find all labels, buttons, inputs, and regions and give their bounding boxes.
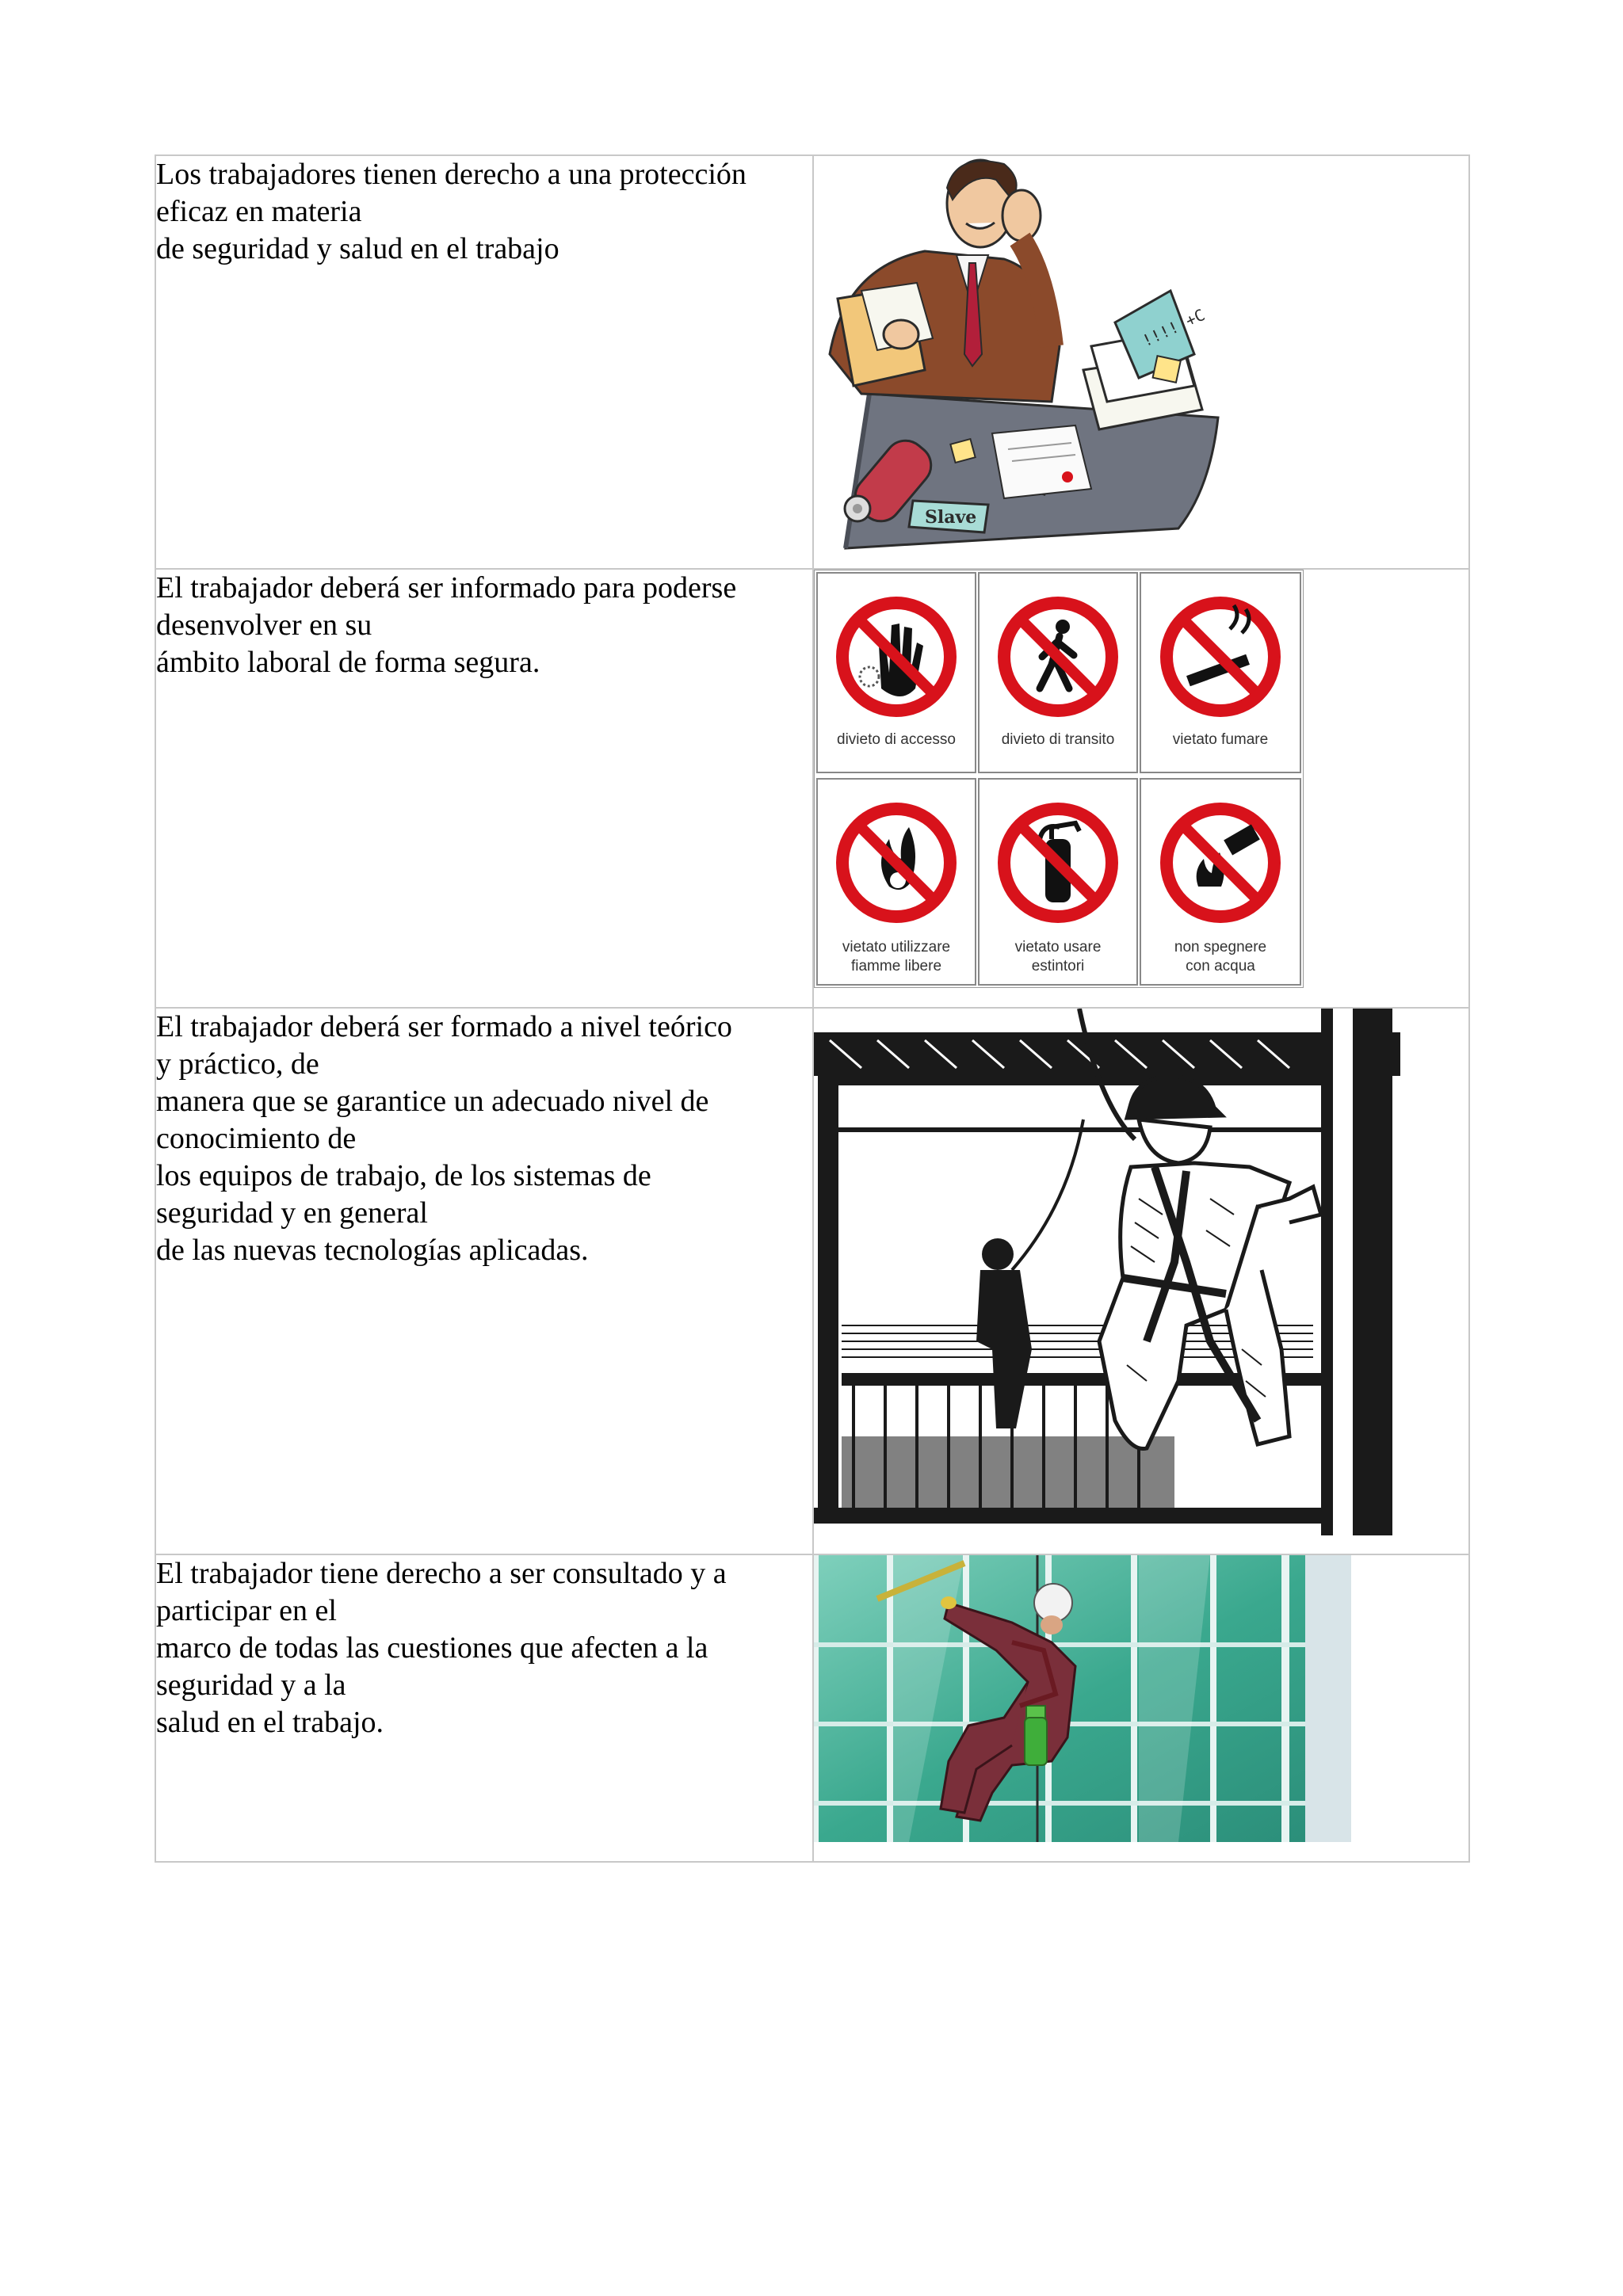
- no-water-extinguish-icon: [1160, 803, 1281, 923]
- text-line: El trabajador deberá ser formado a nivel teórico: [156, 1010, 732, 1043]
- sign-caption: divieto di accesso: [837, 731, 956, 748]
- text-cell: [155, 1008, 813, 1554]
- no-open-flame-icon: [836, 803, 957, 923]
- no-extinguisher-icon: [998, 803, 1118, 923]
- window-cleaner-rappelling-photo: [814, 1555, 1351, 1842]
- table-row: [155, 569, 1469, 1008]
- content-table: [155, 154, 1470, 1863]
- text-line: eficaz en materia: [156, 195, 362, 228]
- table-row: [155, 1008, 1469, 1554]
- no-pedestrian-icon: [998, 597, 1118, 717]
- construction-workers-harness-illustration: [814, 1009, 1400, 1535]
- table-row: [155, 1554, 1469, 1862]
- svg-text:!!!! +C: !!!! +C: [1139, 305, 1209, 351]
- text-line: seguridad y a la: [156, 1669, 346, 1702]
- sign-caption: vietato usare: [1014, 939, 1102, 955]
- no-entry-hand-icon: [836, 597, 957, 717]
- sign-caption: estintori: [1031, 958, 1085, 974]
- text-cell: [155, 1554, 813, 1862]
- image-cell: [813, 155, 1469, 569]
- no-smoking-icon: [1160, 597, 1281, 717]
- text-line: los equipos de trabajo, de los sistemas de: [156, 1159, 651, 1192]
- prohibition-signs-grid: [814, 570, 1304, 988]
- image-cell: [813, 1554, 1469, 1862]
- text-line: El trabajador deberá ser informado para poderse: [156, 571, 737, 605]
- sign-caption: divieto di transito: [1001, 731, 1115, 748]
- text-line: seguridad y en general: [156, 1196, 428, 1230]
- text-line: manera que se garantice un adecuado nivel de: [156, 1085, 709, 1118]
- office-worker-desk-illustration: [814, 156, 1234, 552]
- text-line: ámbito laboral de forma segura.: [156, 646, 540, 679]
- sign-caption: fiamme libere: [850, 958, 942, 974]
- text-line: desenvolver en su: [156, 608, 372, 642]
- text-line: de las nuevas tecnologías aplicadas.: [156, 1234, 589, 1267]
- image-cell: [813, 569, 1469, 1008]
- text-line: Los trabajadores tienen derecho a una protección: [156, 158, 747, 191]
- text-line: El trabajador tiene derecho a ser consultado y a: [156, 1557, 727, 1590]
- text-line: y práctico, de: [156, 1047, 319, 1081]
- text-line: salud en el trabajo.: [156, 1706, 384, 1739]
- table-row: [155, 155, 1469, 569]
- text-line: de seguridad y salud en el trabajo: [156, 232, 559, 265]
- text-cell: [155, 569, 813, 1008]
- text-line: conocimiento de: [156, 1122, 357, 1155]
- text-line: participar en el: [156, 1594, 337, 1627]
- sign-caption: non spegnere: [1174, 939, 1267, 955]
- text-line: marco de todas las cuestiones que afecten a la: [156, 1631, 708, 1665]
- sign-caption: vietato fumare: [1172, 731, 1269, 748]
- nameplate-label: Slave: [925, 507, 977, 528]
- sign-caption: con acqua: [1186, 958, 1255, 974]
- text-cell: [155, 155, 813, 569]
- sign-caption: vietato utilizzare: [842, 939, 951, 955]
- image-cell: [813, 1008, 1469, 1554]
